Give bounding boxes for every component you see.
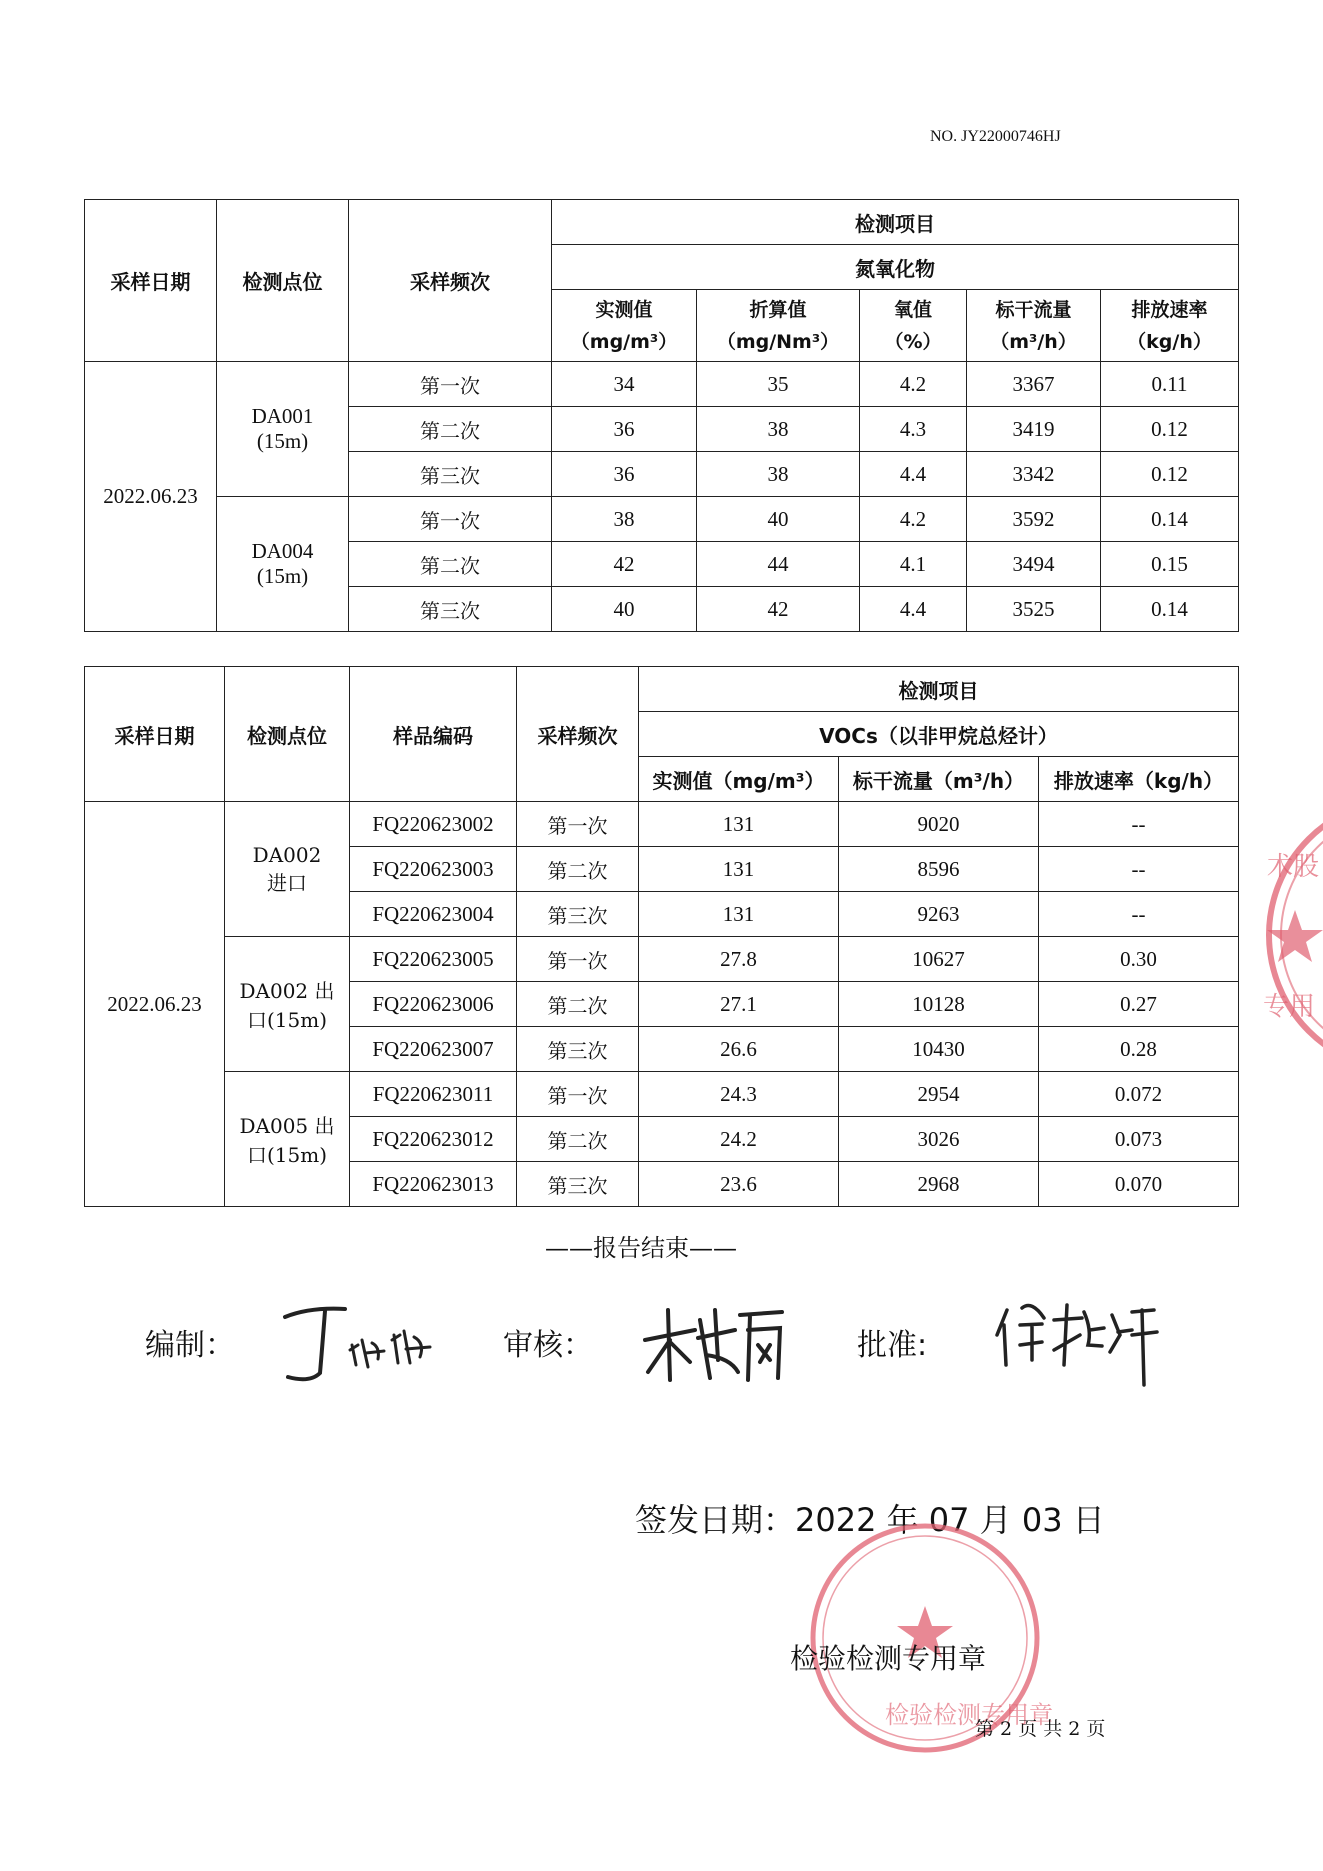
sample-code-cell: FQ220623003 bbox=[350, 847, 517, 892]
measured-cell: 38 bbox=[552, 497, 697, 542]
sample-code-cell: FQ220623013 bbox=[350, 1162, 517, 1207]
header-measured: 实测值 （mg/m³） bbox=[552, 290, 697, 362]
measured-cell: 42 bbox=[552, 542, 697, 587]
measured-cell: 34 bbox=[552, 362, 697, 407]
flow-cell: 10627 bbox=[839, 937, 1039, 982]
header-rate: 排放速率 （kg/h） bbox=[1101, 290, 1239, 362]
report-end-marker: ——报告结束—— bbox=[545, 1234, 737, 1262]
header-measured: 实测值（mg/m³） bbox=[639, 757, 839, 802]
monitoring-point-cell: DA005 出 口(15m) bbox=[225, 1072, 350, 1207]
sampling-date-cell: 2022.06.23 bbox=[85, 802, 225, 1207]
rate-cell: -- bbox=[1039, 892, 1239, 937]
sample-code-cell: FQ220623011 bbox=[350, 1072, 517, 1117]
compiled-by-label: 编制： bbox=[145, 1328, 235, 1363]
frequency-cell: 第一次 bbox=[349, 362, 552, 407]
sample-code-cell: FQ220623004 bbox=[350, 892, 517, 937]
sample-code-cell: FQ220623002 bbox=[350, 802, 517, 847]
monitoring-point-cell: DA002 进口 bbox=[225, 802, 350, 937]
measured-cell: 36 bbox=[552, 452, 697, 497]
rate-cell: -- bbox=[1039, 802, 1239, 847]
flow-cell: 9263 bbox=[839, 892, 1039, 937]
reviewed-by-signature bbox=[640, 1300, 790, 1390]
frequency-cell: 第一次 bbox=[517, 937, 639, 982]
measured-cell: 24.3 bbox=[639, 1072, 839, 1117]
oxygen-cell: 4.4 bbox=[860, 587, 967, 632]
header-rate: 排放速率（kg/h） bbox=[1039, 757, 1239, 802]
frequency-cell: 第二次 bbox=[517, 982, 639, 1027]
sample-code-cell: FQ220623005 bbox=[350, 937, 517, 982]
sample-code-cell: FQ220623006 bbox=[350, 982, 517, 1027]
converted-cell: 38 bbox=[697, 407, 860, 452]
header-sampling-frequency: 采样频次 bbox=[349, 200, 552, 362]
flow-cell: 9020 bbox=[839, 802, 1039, 847]
rate-cell: -- bbox=[1039, 847, 1239, 892]
flow-cell: 3026 bbox=[839, 1117, 1039, 1162]
frequency-cell: 第二次 bbox=[517, 847, 639, 892]
rate-cell: 0.30 bbox=[1039, 937, 1239, 982]
table-row bbox=[85, 802, 1239, 847]
measured-cell: 40 bbox=[552, 587, 697, 632]
frequency-cell: 第三次 bbox=[349, 452, 552, 497]
seal-label: 检验检测专用章 bbox=[790, 1642, 987, 1675]
approved-by-signature bbox=[992, 1290, 1162, 1390]
frequency-cell: 第二次 bbox=[517, 1117, 639, 1162]
oxygen-cell: 4.1 bbox=[860, 542, 967, 587]
oxygen-cell: 4.2 bbox=[860, 497, 967, 542]
measured-cell: 27.8 bbox=[639, 937, 839, 982]
monitoring-point-cell: DA002 出 口(15m) bbox=[225, 937, 350, 1072]
frequency-cell: 第二次 bbox=[349, 407, 552, 452]
sample-code-cell: FQ220623012 bbox=[350, 1117, 517, 1162]
table-row bbox=[85, 1072, 1239, 1117]
header-sampling-frequency: 采样频次 bbox=[517, 667, 639, 802]
converted-cell: 42 bbox=[697, 587, 860, 632]
flow-cell: 2968 bbox=[839, 1162, 1039, 1207]
vocs-results-table bbox=[84, 666, 1239, 1207]
measured-cell: 131 bbox=[639, 802, 839, 847]
table-row bbox=[85, 497, 1239, 542]
header-compound: 氮氧化物 bbox=[552, 245, 1239, 290]
rate-cell: 0.14 bbox=[1101, 587, 1239, 632]
rate-cell: 0.070 bbox=[1039, 1162, 1239, 1207]
measured-cell: 24.2 bbox=[639, 1117, 839, 1162]
header-test-item: 检测项目 bbox=[639, 667, 1239, 712]
partial-seal-graphic bbox=[1255, 795, 1323, 1075]
frequency-cell: 第三次 bbox=[517, 1027, 639, 1072]
oxygen-cell: 4.4 bbox=[860, 452, 967, 497]
compiled-by-signature bbox=[280, 1295, 450, 1390]
svg-text:检验检测专用章: 检验检测专用章 bbox=[885, 1701, 1053, 1729]
rate-cell: 0.12 bbox=[1101, 407, 1239, 452]
issue-date: 签发日期：2022 年 07 月 03 日 bbox=[635, 1501, 1105, 1539]
frequency-cell: 第三次 bbox=[517, 1162, 639, 1207]
table-row bbox=[85, 362, 1239, 407]
measured-cell: 36 bbox=[552, 407, 697, 452]
converted-cell: 44 bbox=[697, 542, 860, 587]
rate-cell: 0.073 bbox=[1039, 1117, 1239, 1162]
measured-cell: 23.6 bbox=[639, 1162, 839, 1207]
flow-cell: 3342 bbox=[967, 452, 1101, 497]
header-sampling-date: 采样日期 bbox=[85, 200, 217, 362]
measured-cell: 26.6 bbox=[639, 1027, 839, 1072]
oxygen-cell: 4.2 bbox=[860, 362, 967, 407]
reviewed-by-label: 审核： bbox=[503, 1328, 593, 1363]
header-converted: 折算值 （mg/Nm³） bbox=[697, 290, 860, 362]
monitoring-point-cell: DA004 (15m) bbox=[217, 497, 349, 632]
header-test-item: 检测项目 bbox=[552, 200, 1239, 245]
frequency-cell: 第二次 bbox=[349, 542, 552, 587]
header-oxygen: 氧值 （%） bbox=[860, 290, 967, 362]
header-monitoring-point: 检测点位 bbox=[217, 200, 349, 362]
frequency-cell: 第一次 bbox=[517, 802, 639, 847]
frequency-cell: 第三次 bbox=[517, 892, 639, 937]
header-sampling-date: 采样日期 bbox=[85, 667, 225, 802]
rate-cell: 0.11 bbox=[1101, 362, 1239, 407]
flow-cell: 3494 bbox=[967, 542, 1101, 587]
flow-cell: 10128 bbox=[839, 982, 1039, 1027]
flow-cell: 3419 bbox=[967, 407, 1101, 452]
rate-cell: 0.27 bbox=[1039, 982, 1239, 1027]
flow-cell: 3592 bbox=[967, 497, 1101, 542]
page-number: 第 2 页 共 2 页 bbox=[975, 1718, 1106, 1740]
monitoring-point-cell: DA001 (15m) bbox=[217, 362, 349, 497]
flow-cell: 3525 bbox=[967, 587, 1101, 632]
approved-by-label: 批准: bbox=[857, 1328, 928, 1363]
frequency-cell: 第一次 bbox=[349, 497, 552, 542]
frequency-cell: 第一次 bbox=[517, 1072, 639, 1117]
table-row bbox=[85, 937, 1239, 982]
header-compound: VOCs（以非甲烷总烃计） bbox=[639, 712, 1239, 757]
rate-cell: 0.28 bbox=[1039, 1027, 1239, 1072]
frequency-cell: 第三次 bbox=[349, 587, 552, 632]
header-sample-code: 样品编码 bbox=[350, 667, 517, 802]
converted-cell: 40 bbox=[697, 497, 860, 542]
oxygen-cell: 4.3 bbox=[860, 407, 967, 452]
header-flow: 标干流量 （m³/h） bbox=[967, 290, 1101, 362]
measured-cell: 131 bbox=[639, 892, 839, 937]
svg-text:专用: 专用 bbox=[1263, 992, 1316, 1022]
rate-cell: 0.12 bbox=[1101, 452, 1239, 497]
report-number: NO. JY22000746HJ bbox=[930, 128, 1061, 145]
rate-cell: 0.072 bbox=[1039, 1072, 1239, 1117]
header-monitoring-point: 检测点位 bbox=[225, 667, 350, 802]
rate-cell: 0.15 bbox=[1101, 542, 1239, 587]
flow-cell: 10430 bbox=[839, 1027, 1039, 1072]
flow-cell: 3367 bbox=[967, 362, 1101, 407]
nox-results-table bbox=[84, 199, 1239, 632]
rate-cell: 0.14 bbox=[1101, 497, 1239, 542]
converted-cell: 35 bbox=[697, 362, 860, 407]
flow-cell: 2954 bbox=[839, 1072, 1039, 1117]
svg-text:术股: 术股 bbox=[1267, 852, 1320, 882]
sample-code-cell: FQ220623007 bbox=[350, 1027, 517, 1072]
header-flow: 标干流量（m³/h） bbox=[839, 757, 1039, 802]
measured-cell: 27.1 bbox=[639, 982, 839, 1027]
flow-cell: 8596 bbox=[839, 847, 1039, 892]
sampling-date-cell: 2022.06.23 bbox=[85, 362, 217, 632]
measured-cell: 131 bbox=[639, 847, 839, 892]
converted-cell: 38 bbox=[697, 452, 860, 497]
